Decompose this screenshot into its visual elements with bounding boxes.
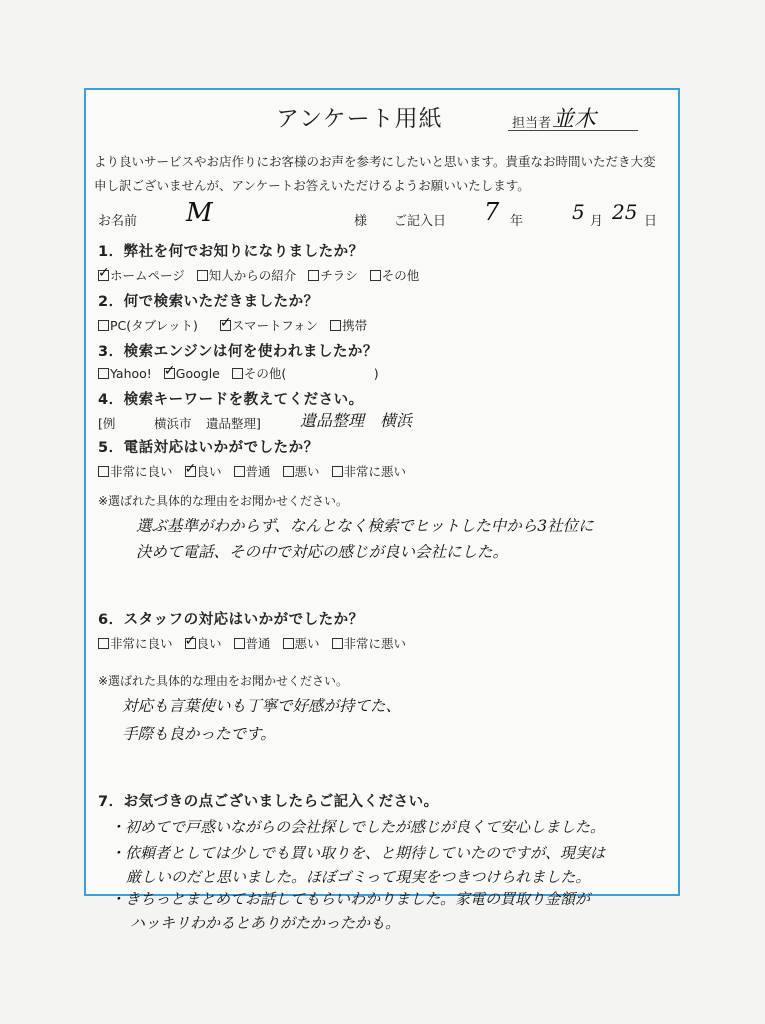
q4-example-2: 遺品整理] — [206, 416, 261, 431]
checkbox-icon — [232, 368, 243, 379]
q6-option-normal[interactable]: 普通 — [234, 636, 271, 651]
q2-option-smartphone[interactable]: ✓ スマートフォン — [220, 318, 318, 333]
intro-line-1: より良いサービスやお店作りにお客様のお声を参考にしたいと思います。貴重なお時間いただき大変 — [94, 154, 656, 169]
staff-label: 担当者 — [512, 116, 552, 131]
q1-option-other[interactable]: その他 — [370, 268, 420, 283]
q6-options — [98, 634, 414, 652]
q7-line-4: ・きちっとまとめてお話してもらいわかりました。家電の買取り金額が — [110, 890, 591, 908]
checkbox-icon — [234, 466, 245, 477]
q5-reason-prompt: ※選ばれた具体的な理由をお聞かせください。 — [98, 494, 349, 508]
q4-example-prefix: [例 — [98, 416, 116, 431]
honorific: 様 — [354, 214, 368, 229]
q3-option-other[interactable]: その他( ) — [232, 366, 379, 381]
name-label: お名前 — [98, 214, 138, 229]
checkbox-icon — [197, 270, 208, 281]
checkbox-checked-icon — [220, 320, 231, 331]
q7-label: 7．お気づきの点ございましたらご記入ください。 — [98, 794, 439, 810]
q5-option-bad[interactable]: 悪い — [283, 464, 320, 479]
date-day: 25 — [612, 200, 638, 224]
q3-options — [98, 364, 387, 382]
q2-options — [98, 316, 375, 334]
checkbox-icon — [332, 638, 343, 649]
q6-option-bad[interactable]: 悪い — [283, 636, 320, 651]
q5-options — [98, 462, 414, 480]
q2-option-mobile[interactable]: 携帯 — [330, 318, 367, 333]
staff-underline — [508, 130, 638, 131]
checkbox-icon — [308, 270, 319, 281]
q5-option-very-good[interactable]: 非常に良い — [98, 464, 173, 479]
q2-label: 2．何で検索いただきましたか？ — [98, 294, 319, 310]
q7-line-1: ・初めてで戸惑いながらの会社探しでしたが感じが良くて安心しました。 — [110, 818, 606, 836]
form-title: アンケート用紙 — [276, 106, 443, 132]
q6-reason-line-1: 対応も言葉使いも丁寧で好感が持てた、 — [122, 697, 402, 715]
q7-line-3: 厳しいのだと思いました。ほぼゴミって現実をつきつけられました。 — [126, 868, 591, 886]
q3-option-google[interactable]: ✓ Google — [164, 366, 220, 381]
q6-reason-prompt: ※選ばれた具体的な理由をお聞かせください。 — [98, 674, 349, 688]
q1-label: 1．弊社を何でお知りになりましたか？ — [98, 244, 364, 260]
q1-option-homepage[interactable]: ✓ホームページ — [98, 268, 185, 283]
q5-reason-line-2: 決めて電話、その中で対応の感じが良い会社にした。 — [136, 543, 509, 561]
checkbox-checked-icon — [185, 466, 196, 477]
checkbox-checked-icon — [185, 638, 196, 649]
q3-label: 3．検索エンジンは何を使われましたか？ — [98, 344, 378, 360]
q5-option-very-bad[interactable]: 非常に悪い — [332, 464, 407, 479]
checkbox-icon — [332, 466, 343, 477]
day-unit: 日 — [644, 214, 658, 229]
checkbox-icon — [98, 368, 109, 379]
q4-label: 4．検索キーワードを教えてください。 — [98, 392, 364, 408]
name-value: M — [186, 198, 213, 228]
q6-option-good[interactable]: ✓ 良い — [185, 636, 222, 651]
q4-answer: 遺品整理 横浜 — [300, 411, 413, 430]
q2-option-pc[interactable]: PC(タブレット) — [98, 318, 198, 333]
q6-option-very-bad[interactable]: 非常に悪い — [332, 636, 407, 651]
date-month: 5 — [572, 200, 585, 224]
checkbox-icon — [370, 270, 381, 281]
q5-reason-line-1: 選ぶ基準がわからず、なんとなく検索でヒットした中から3社位に — [136, 517, 594, 535]
checkbox-checked-icon — [98, 270, 109, 281]
checkbox-icon — [283, 466, 294, 477]
date-label: ご記入日 — [394, 214, 447, 229]
year-unit: 年 — [510, 214, 524, 229]
q4-example-1: 横浜市 — [154, 416, 192, 431]
q7-line-5: ハッキリわかるとありがたかったかも。 — [130, 914, 401, 932]
checkbox-icon — [98, 638, 109, 649]
staff-name: 並木 — [552, 107, 597, 132]
checkbox-icon — [98, 466, 109, 477]
q6-reason-line-2: 手際も良かったです。 — [122, 725, 276, 743]
checkbox-icon — [234, 638, 245, 649]
checkbox-icon — [330, 320, 341, 331]
q5-option-normal[interactable]: 普通 — [234, 464, 271, 479]
checkbox-checked-icon — [164, 368, 175, 379]
q3-option-yahoo[interactable]: Yahoo! — [98, 366, 152, 381]
survey-sheet — [84, 88, 680, 896]
q1-option-flyer[interactable]: チラシ — [308, 268, 358, 283]
q6-label: 6．スタッフの対応はいかがでしたか？ — [98, 612, 364, 628]
month-unit: 月 — [590, 214, 604, 229]
q1-options — [98, 266, 427, 284]
q1-option-referral[interactable]: 知人からの紹介 — [197, 268, 297, 283]
q6-option-very-good[interactable]: 非常に良い — [98, 636, 173, 651]
checkbox-icon — [283, 638, 294, 649]
q5-option-good[interactable]: ✓ 良い — [185, 464, 222, 479]
checkbox-icon — [98, 320, 109, 331]
date-year: 7 — [484, 198, 500, 226]
intro-line-2: 申し訳ございませんが、アンケートお答えいただけるようお願いいたします。 — [94, 178, 530, 193]
q5-label: 5．電話対応はいかがでしたか？ — [98, 440, 319, 456]
q7-line-2: ・依頼者としては少しでも買い取りを、と期待していたのですが、現実は — [110, 844, 606, 862]
